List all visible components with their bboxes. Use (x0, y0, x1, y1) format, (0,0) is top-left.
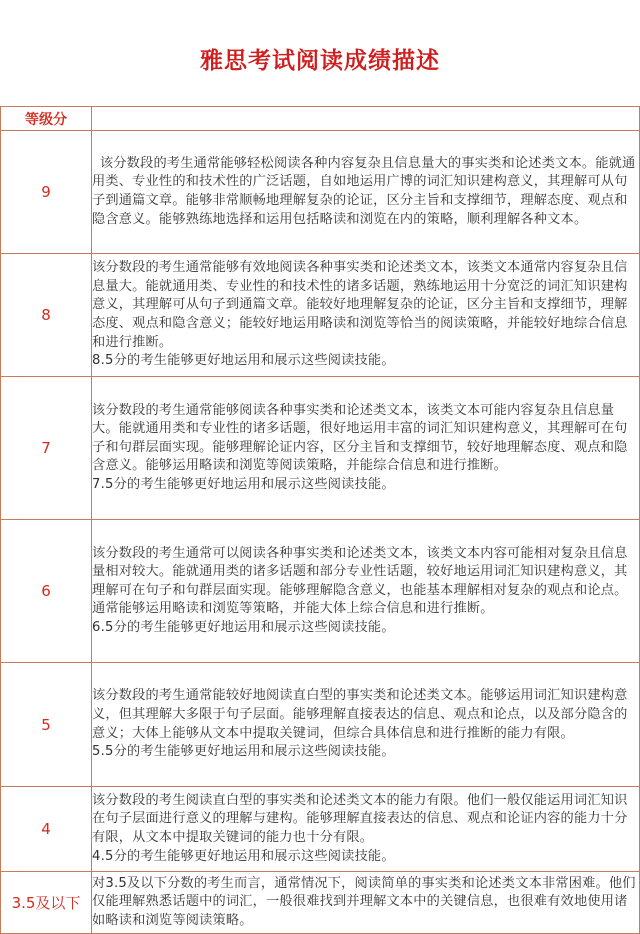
description-text: 该分数段的考生通常可以阅读各种事实类和论述类文本，该类文本内容可能相对复杂且信息量相对较大。能就通用类的诸多话题和部分专业性话题，较好地运用词汇知识建构意义，其理解可在句子和句群层面实现。能够理解隐含意义，也能基本理解相对复杂的观点和论点。通常能够运用略读和浏览等策略，并能大体上综合信息和进行推断。 (92, 545, 628, 617)
description-note: 6.5分的考生能够更好地运用和展示这些阅读技能。 (92, 619, 395, 635)
description-cell (92, 663, 640, 787)
description-text: 该分数段的考生通常能较好地阅读直白型的事实类和论述类文本。能够运用词汇知识建构意义，但其理解大多限于句子层面。能够理解直接表达的信息、观点和论点，以及部分隐含的意义；大体上能够从文本中提取关键词，但综合具体信息和进行推断的能力有限。 (92, 688, 628, 741)
description-cell (92, 520, 640, 663)
page-title: 雅思考试阅读成绩描述 (200, 48, 440, 74)
table-row (1, 663, 640, 787)
level-cell: 6 (1, 520, 92, 663)
table-row (1, 254, 640, 377)
table-row (1, 872, 640, 934)
table-row (1, 131, 640, 254)
header-level-cell: 等级分 (1, 107, 92, 131)
level-cell: 4 (1, 787, 92, 872)
description-text: 该分数段的考生通常能够轻松阅读各种内容复杂且信息量大的事实类和论述类文本。能就通用类、专业性的和技术性的广泛话题，自如地运用广博的词汇知识建构意义，其理解可从句子到通篇文章。能够非常顺畅地理解复杂的论证，区分主旨和支撑细节，理解态度、观点和隐含意义。能够熟练地选择和运用包括略读和浏览在内的策略，顺利理解各种文本。 (92, 155, 636, 227)
table-row (1, 787, 640, 872)
table-row (1, 520, 640, 663)
table-row (1, 377, 640, 520)
level-cell: 8 (1, 254, 92, 377)
description-cell (92, 872, 640, 934)
description-cell (92, 787, 640, 872)
description-cell (92, 254, 640, 377)
description-note: 7.5分的考生能够更好地运用和展示这些阅读技能。 (92, 476, 395, 492)
level-cell: 9 (1, 131, 92, 254)
description-note: 5.5分的考生能够更好地运用和展示这些阅读技能。 (92, 744, 395, 760)
table-header-row (1, 107, 640, 131)
description-cell (92, 377, 640, 520)
score-description-table (0, 106, 640, 934)
level-cell: 3.5及以下 (1, 872, 92, 934)
level-cell: 5 (1, 663, 92, 787)
description-text: 对3.5及以下分数的考生而言，通常情况下，阅读简单的事实类和论述类文本非常困难。他们仅能理解熟悉话题中的词汇，一般很难找到并理解文本中的关键信息，也很难有效地使用诸如略读和浏览等阅读策略。 (92, 875, 636, 928)
description-text: 该分数段的考生阅读直白型的事实类和论述类文本的能力有限。他们一般仅能运用词汇知识在句子层面进行意义的理解与建构。能够理解直接表达的信息、观点和论证内容的能力十分有限，从文本中提取关键词的能力也十分有限。 (92, 792, 628, 845)
description-note: 8.5分的考生能够更好地运用和展示这些阅读技能。 (92, 353, 395, 369)
description-text: 该分数段的考生通常能够有效地阅读各种事实类和论述类文本，该类文本通常内容复杂且信息量大。能就通用类、专业性的和技术性的诸多话题，熟练地运用十分宽泛的词汇知识建构意义，其理解可从句子到通篇文章。能较好地理解复杂的论证，区分主旨和支撑细节，理解态度、观点和隐含意义；能较好地运用略读和浏览等恰当的阅读策略，并能较好地综合信息和进行推断。 (92, 260, 628, 350)
description-note: 4.5分的考生能够更好地运用和展示这些阅读技能。 (92, 848, 395, 864)
header-desc-cell (92, 107, 640, 131)
level-cell: 7 (1, 377, 92, 520)
description-text: 该分数段的考生通常能够阅读各种事实类和论述类文本，该类文本可能内容复杂且信息量大。能就通用类和专业性的诸多话题，很好地运用丰富的词汇知识建构意义，其理解可在句子和句群层面实现。能够理解论证内容，区分主旨和支撑细节，较好地理解态度、观点和隐含意义。能够运用略读和浏览等阅读策略，并能综合信息和进行推断。 (92, 402, 628, 474)
description-cell (92, 131, 640, 254)
